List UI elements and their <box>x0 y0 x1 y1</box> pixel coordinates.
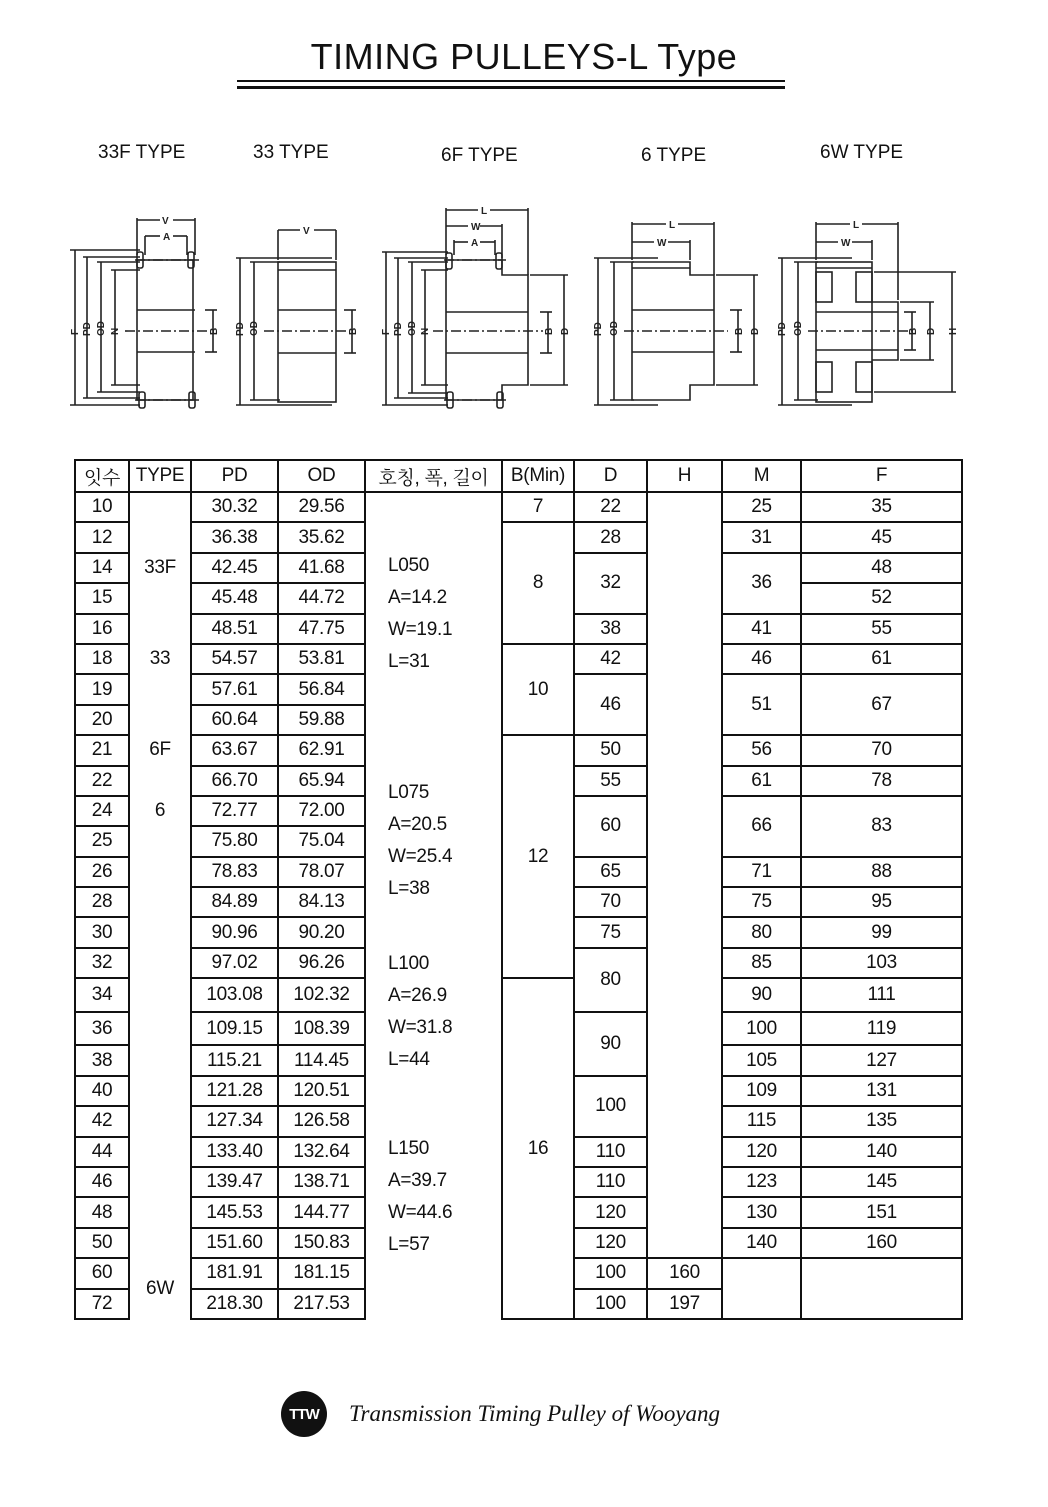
svg-text:PD: PD <box>82 322 93 336</box>
od-cell: 138.71 <box>278 1167 365 1197</box>
table-row <box>75 492 962 522</box>
od-cell: 62.91 <box>278 735 365 765</box>
page-title: TIMING PULLEYS-L Type <box>310 36 738 77</box>
teeth-cell: 42 <box>75 1106 129 1136</box>
m-cell: 31 <box>722 522 801 552</box>
svg-text:L: L <box>669 220 676 231</box>
h-cell: 197 <box>647 1289 722 1319</box>
svg-text:PD: PD <box>777 322 788 336</box>
d-cell: 60 <box>574 796 647 857</box>
type-cell: 33 <box>129 644 191 735</box>
od-cell: 108.39 <box>278 1012 365 1046</box>
m-cell: 85 <box>722 948 801 978</box>
od-cell: 144.77 <box>278 1197 365 1227</box>
svg-text:B: B <box>908 327 919 335</box>
f-cell: 35 <box>801 492 962 522</box>
pd-cell: 109.15 <box>191 1012 278 1046</box>
pd-cell: 218.30 <box>191 1289 278 1319</box>
f-cell: 52 <box>801 583 962 613</box>
od-cell: 47.75 <box>278 614 365 644</box>
f-cell: 99 <box>801 917 962 947</box>
type-cell: 33F <box>129 492 191 644</box>
f-cell: 48 <box>801 553 962 583</box>
teeth-cell: 48 <box>75 1197 129 1227</box>
diagram-label-6: 6 TYPE <box>641 145 707 166</box>
f-cell: 160 <box>801 1228 962 1258</box>
teeth-cell: 34 <box>75 978 129 1012</box>
m-cell: 75 <box>722 887 801 917</box>
svg-text:W: W <box>471 222 481 233</box>
pd-cell: 57.61 <box>191 674 278 704</box>
f-cell: 119 <box>801 1012 962 1046</box>
pitch-group-cell <box>365 492 502 735</box>
f-cell: 95 <box>801 887 962 917</box>
table-row <box>75 522 962 552</box>
table-row <box>75 735 962 765</box>
svg-text:B: B <box>734 327 745 335</box>
diagram-6f-type <box>378 200 578 415</box>
pitch-w: W=25.4 <box>388 846 453 868</box>
m-cell: 66 <box>722 796 801 857</box>
b-min-cell: 8 <box>502 522 574 644</box>
svg-text:D: D <box>560 327 571 335</box>
od-cell: 72.00 <box>278 796 365 826</box>
teeth-cell: 14 <box>75 553 129 583</box>
d-cell: 90 <box>574 1012 647 1076</box>
svg-text:N: N <box>420 327 431 335</box>
m-cell: 105 <box>722 1045 801 1075</box>
d-cell: 120 <box>574 1228 647 1258</box>
ttw-logo: TTW <box>281 1391 327 1437</box>
d-cell: 28 <box>574 522 647 552</box>
teeth-cell: 10 <box>75 492 129 522</box>
header-h: H <box>647 460 722 492</box>
f-cell: 111 <box>801 978 962 1012</box>
svg-text:L: L <box>481 206 488 217</box>
m-cell: 100 <box>722 1012 801 1046</box>
diagram-label-33: 33 TYPE <box>253 142 329 163</box>
od-cell: 35.62 <box>278 522 365 552</box>
m-cell: 109 <box>722 1076 801 1106</box>
svg-text:W: W <box>657 238 667 249</box>
pitch-code: L100 <box>388 952 430 974</box>
f-cell: 45 <box>801 522 962 552</box>
od-cell: 75.04 <box>278 826 365 856</box>
teeth-cell: 38 <box>75 1045 129 1075</box>
od-cell: 41.68 <box>278 553 365 583</box>
m-cell: 80 <box>722 917 801 947</box>
pitch-l: L=44 <box>388 1048 430 1070</box>
h-cell: 160 <box>647 1258 722 1288</box>
svg-text:A: A <box>471 238 479 249</box>
od-cell: 56.84 <box>278 674 365 704</box>
m-cell: 140 <box>722 1228 801 1258</box>
teeth-cell: 18 <box>75 644 129 674</box>
f-cell: 55 <box>801 614 962 644</box>
f-cell: 67 <box>801 674 962 735</box>
pd-cell: 90.96 <box>191 917 278 947</box>
svg-text:N: N <box>110 327 121 335</box>
od-cell: 150.83 <box>278 1228 365 1258</box>
diagram-33f-type <box>65 200 225 415</box>
m-cell: 56 <box>722 735 801 765</box>
od-cell: 44.72 <box>278 583 365 613</box>
d-cell: 100 <box>574 1289 647 1319</box>
diagram-label-33f: 33F TYPE <box>98 142 186 163</box>
d-cell: 65 <box>574 857 647 887</box>
pd-cell: 66.70 <box>191 766 278 796</box>
b-min-cell: 16 <box>502 978 574 1319</box>
teeth-cell: 15 <box>75 583 129 613</box>
f-cell: 61 <box>801 644 962 674</box>
teeth-cell: 44 <box>75 1137 129 1167</box>
pd-cell: 54.57 <box>191 644 278 674</box>
pitch-w: W=44.6 <box>388 1202 453 1224</box>
teeth-cell: 16 <box>75 614 129 644</box>
svg-text:OD: OD <box>407 321 418 336</box>
teeth-cell: 25 <box>75 826 129 856</box>
teeth-cell: 28 <box>75 887 129 917</box>
diagram-6w-type <box>772 200 967 415</box>
m-cell: 115 <box>722 1106 801 1136</box>
teeth-cell: 46 <box>75 1167 129 1197</box>
od-cell: 84.13 <box>278 887 365 917</box>
svg-text:D: D <box>750 327 761 335</box>
svg-text:B: B <box>348 327 359 335</box>
m-cell: 25 <box>722 492 801 522</box>
od-cell: 181.15 <box>278 1258 365 1288</box>
f-cell: 131 <box>801 1076 962 1106</box>
spec-table <box>74 459 963 1320</box>
teeth-cell: 26 <box>75 857 129 887</box>
diagram-33-type <box>232 200 367 415</box>
table-row <box>75 978 962 1012</box>
b-min-cell: 10 <box>502 644 574 735</box>
pd-cell: 133.40 <box>191 1137 278 1167</box>
m-cell: 46 <box>722 644 801 674</box>
pitch-l: L=31 <box>388 651 430 673</box>
teeth-cell: 40 <box>75 1076 129 1106</box>
pitch-group-cell <box>365 948 502 1076</box>
pd-cell: 139.47 <box>191 1167 278 1197</box>
type-cell: 6W <box>129 1258 191 1319</box>
teeth-cell: 21 <box>75 735 129 765</box>
d-cell: 120 <box>574 1197 647 1227</box>
table-row <box>75 644 962 674</box>
d-cell: 75 <box>574 917 647 947</box>
svg-text:OD: OD <box>793 321 804 336</box>
d-cell: 42 <box>574 644 647 674</box>
d-cell: 46 <box>574 674 647 735</box>
pitch-w: W=31.8 <box>388 1016 453 1038</box>
od-cell: 217.53 <box>278 1289 365 1319</box>
title-underline <box>237 80 785 82</box>
header-type: TYPE <box>129 460 191 492</box>
header-b-min: B(Min) <box>502 460 574 492</box>
m-cell: 61 <box>722 766 801 796</box>
svg-text:OD: OD <box>249 321 260 336</box>
pitch-code: L075 <box>388 782 430 804</box>
svg-text:F: F <box>381 328 392 335</box>
m-cell: 41 <box>722 614 801 644</box>
pitch-code: L150 <box>388 1138 430 1160</box>
f-cell: 145 <box>801 1167 962 1197</box>
pd-cell: 103.08 <box>191 978 278 1012</box>
teeth-cell: 24 <box>75 796 129 826</box>
svg-text:OD: OD <box>609 321 620 336</box>
f-cell: 78 <box>801 766 962 796</box>
od-cell: 90.20 <box>278 917 365 947</box>
footer <box>281 1392 720 1436</box>
header-d: D <box>574 460 647 492</box>
pitch-a: A=20.5 <box>388 814 447 836</box>
h-empty-cell <box>647 492 722 1258</box>
f-cell: 103 <box>801 948 962 978</box>
m-cell: 130 <box>722 1197 801 1227</box>
f-cell: 151 <box>801 1197 962 1227</box>
teeth-cell: 72 <box>75 1289 129 1319</box>
teeth-cell: 30 <box>75 917 129 947</box>
pd-cell: 97.02 <box>191 948 278 978</box>
pd-cell: 84.89 <box>191 887 278 917</box>
svg-text:F: F <box>70 328 81 335</box>
d-cell: 55 <box>574 766 647 796</box>
teeth-cell: 36 <box>75 1012 129 1046</box>
pd-cell: 75.80 <box>191 826 278 856</box>
diagram-6-type <box>588 200 763 415</box>
type-cell: 6F <box>129 735 191 796</box>
header-pitch-width-length: 호칭, 폭, 길이 <box>365 460 502 492</box>
d-cell: 70 <box>574 887 647 917</box>
pd-cell: 30.32 <box>191 492 278 522</box>
svg-text:PD: PD <box>593 322 604 336</box>
svg-text:W: W <box>841 238 851 249</box>
f-empty-cell <box>801 1258 962 1319</box>
d-cell: 22 <box>574 492 647 522</box>
svg-text:B: B <box>209 327 220 335</box>
m-cell: 120 <box>722 1137 801 1167</box>
pd-cell: 63.67 <box>191 735 278 765</box>
header-f: F <box>801 460 962 492</box>
svg-text:V: V <box>162 216 169 227</box>
header-od: OD <box>278 460 365 492</box>
pitch-a: A=39.7 <box>388 1170 447 1192</box>
pd-cell: 36.38 <box>191 522 278 552</box>
svg-text:B: B <box>544 327 555 335</box>
pd-cell: 45.48 <box>191 583 278 613</box>
pitch-l: L=38 <box>388 878 430 900</box>
f-cell: 135 <box>801 1106 962 1136</box>
teeth-cell: 60 <box>75 1258 129 1288</box>
pd-cell: 72.77 <box>191 796 278 826</box>
pitch-a: A=26.9 <box>388 984 447 1006</box>
od-cell: 65.94 <box>278 766 365 796</box>
d-cell: 100 <box>574 1076 647 1137</box>
pitch-l: L=57 <box>388 1234 430 1256</box>
od-cell: 120.51 <box>278 1076 365 1106</box>
f-cell: 127 <box>801 1045 962 1075</box>
pd-cell: 127.34 <box>191 1106 278 1136</box>
teeth-cell: 50 <box>75 1228 129 1258</box>
d-cell: 110 <box>574 1167 647 1197</box>
svg-text:A: A <box>163 232 171 243</box>
pd-cell: 121.28 <box>191 1076 278 1106</box>
m-cell: 123 <box>722 1167 801 1197</box>
m-cell: 51 <box>722 674 801 735</box>
od-cell: 78.07 <box>278 857 365 887</box>
pitch-group-cell <box>365 735 502 948</box>
pitch-a: A=14.2 <box>388 587 447 609</box>
teeth-cell: 20 <box>75 705 129 735</box>
f-cell: 83 <box>801 796 962 857</box>
type-cell: 6 <box>129 796 191 1258</box>
title-underline-thick <box>237 86 785 89</box>
od-cell: 53.81 <box>278 644 365 674</box>
m-cell: 71 <box>722 857 801 887</box>
svg-text:H: H <box>948 327 959 335</box>
pitch-w: W=19.1 <box>388 619 453 641</box>
header-pd: PD <box>191 460 278 492</box>
svg-text:PD: PD <box>393 322 404 336</box>
pitch-code: L050 <box>388 555 430 577</box>
diagram-label-6f: 6F TYPE <box>441 145 518 166</box>
f-cell: 88 <box>801 857 962 887</box>
d-cell: 80 <box>574 948 647 1012</box>
b-min-cell: 7 <box>502 492 574 522</box>
m-cell: 36 <box>722 553 801 614</box>
pd-cell: 48.51 <box>191 614 278 644</box>
svg-text:OD: OD <box>96 321 107 336</box>
pitch-group-cell <box>365 1076 502 1319</box>
od-cell: 29.56 <box>278 492 365 522</box>
pd-cell: 151.60 <box>191 1228 278 1258</box>
teeth-cell: 12 <box>75 522 129 552</box>
table-header-row <box>75 460 962 492</box>
teeth-cell: 32 <box>75 948 129 978</box>
pd-cell: 145.53 <box>191 1197 278 1227</box>
header-teeth: 잇수 <box>75 460 129 492</box>
pd-cell: 115.21 <box>191 1045 278 1075</box>
svg-text:PD: PD <box>235 322 246 336</box>
teeth-cell: 22 <box>75 766 129 796</box>
pd-cell: 181.91 <box>191 1258 278 1288</box>
od-cell: 126.58 <box>278 1106 365 1136</box>
svg-text:V: V <box>303 226 310 237</box>
pd-cell: 60.64 <box>191 705 278 735</box>
footer-tagline: Transmission Timing Pulley of Wooyang <box>349 1401 721 1426</box>
teeth-cell: 19 <box>75 674 129 704</box>
m-cell: 90 <box>722 978 801 1012</box>
d-cell: 32 <box>574 553 647 614</box>
d-cell: 38 <box>574 614 647 644</box>
d-cell: 100 <box>574 1258 647 1288</box>
pd-cell: 42.45 <box>191 553 278 583</box>
f-cell: 70 <box>801 735 962 765</box>
m-empty-cell <box>722 1258 801 1319</box>
b-min-cell: 12 <box>502 735 574 978</box>
pd-cell: 78.83 <box>191 857 278 887</box>
d-cell: 110 <box>574 1137 647 1167</box>
od-cell: 102.32 <box>278 978 365 1012</box>
diagram-label-6w: 6W TYPE <box>820 142 904 163</box>
svg-text:D: D <box>926 327 937 335</box>
d-cell: 50 <box>574 735 647 765</box>
od-cell: 132.64 <box>278 1137 365 1167</box>
f-cell: 140 <box>801 1137 962 1167</box>
od-cell: 114.45 <box>278 1045 365 1075</box>
svg-text:L: L <box>853 220 860 231</box>
header-m: M <box>722 460 801 492</box>
od-cell: 59.88 <box>278 705 365 735</box>
od-cell: 96.26 <box>278 948 365 978</box>
